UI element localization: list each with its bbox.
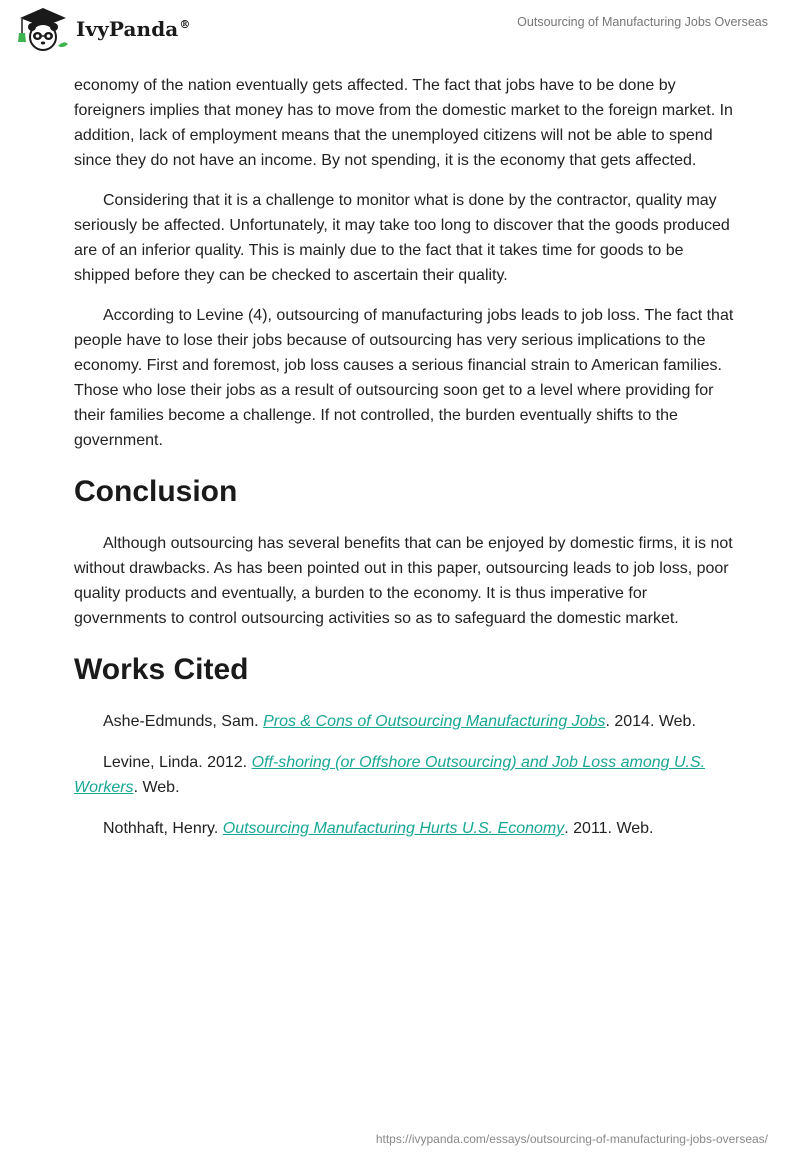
citation-author: Ashe-Edmunds, Sam. xyxy=(103,713,264,730)
citation-tail: . Web. xyxy=(133,779,180,796)
conclusion-heading: Conclusion xyxy=(74,475,238,508)
citation-link[interactable]: Pros & Cons of Outsourcing Manufacturing Jobs xyxy=(263,713,606,730)
citation-entry xyxy=(74,709,734,734)
logo[interactable] xyxy=(14,6,190,52)
essay-content xyxy=(74,73,734,857)
paragraph: economy of the nation eventually gets affected. The fact that jobs have to be done by foreigners implies that money has to move from the domestic market to the foreign market. In addition, lack of employment means that the unemployed citizens will not be able to spend since they do not have an income. By not spending, it is the economy that gets affected. xyxy=(74,77,733,169)
panda-graduate-icon xyxy=(14,6,72,52)
citation-link[interactable]: Outsourcing Manufacturing Hurts U.S. Economy xyxy=(222,820,565,837)
citation-author: Levine, Linda. 2012. xyxy=(103,754,252,771)
citation-tail: . 2011. Web. xyxy=(564,820,654,837)
works-cited-heading: Works Cited xyxy=(74,653,249,686)
brand-name: IvyPanda® xyxy=(76,17,191,41)
page-header xyxy=(0,0,800,70)
citation-entry xyxy=(74,750,734,800)
footer-url: https://ivypanda.com/essays/outsourcing-of-manufacturing-jobs-overseas/ xyxy=(375,1132,768,1146)
citation-tail: . 2014. Web. xyxy=(605,713,696,730)
conclusion-paragraph: Although outsourcing has several benefits that can be enjoyed by domestic firms, it is not without drawbacks. As has been pointed out in this paper, outsourcing leads to job loss, poor quality products and eventually, a burden to the economy. It is thus imperative for governments to control outsourcing activities so as to safeguard the domestic market. xyxy=(74,535,733,627)
paragraph: According to Levine (4), outsourcing of manufacturing jobs leads to job loss. The fact that people have to lose their jobs because of outsourcing has very serious implications to the economy. First and foremost, job loss causes a serious financial strain to American families. Those who lose their jobs as a result of outsourcing soon get to a level where providing for their families become a challenge. If not controlled, the burden eventually shifts to the government. xyxy=(74,307,734,449)
document-title: Outsourcing of Manufacturing Jobs Overseas xyxy=(517,15,768,29)
citation-link[interactable]: Off-shoring (or Offshore Outsourcing) and Job Loss among U.S. Workers xyxy=(74,754,706,796)
citation-author: Nothhaft, Henry. xyxy=(103,820,223,837)
citation-entry xyxy=(74,816,734,841)
paragraph: Considering that it is a challenge to monitor what is done by the contractor, quality may seriously be affected. Unfortunately, it may take too long to discover that the goods produced are of an inferior quality. This is mainly due to the fact that it takes time for goods to be shipped before they can be checked to ascertain their quality. xyxy=(74,192,730,284)
